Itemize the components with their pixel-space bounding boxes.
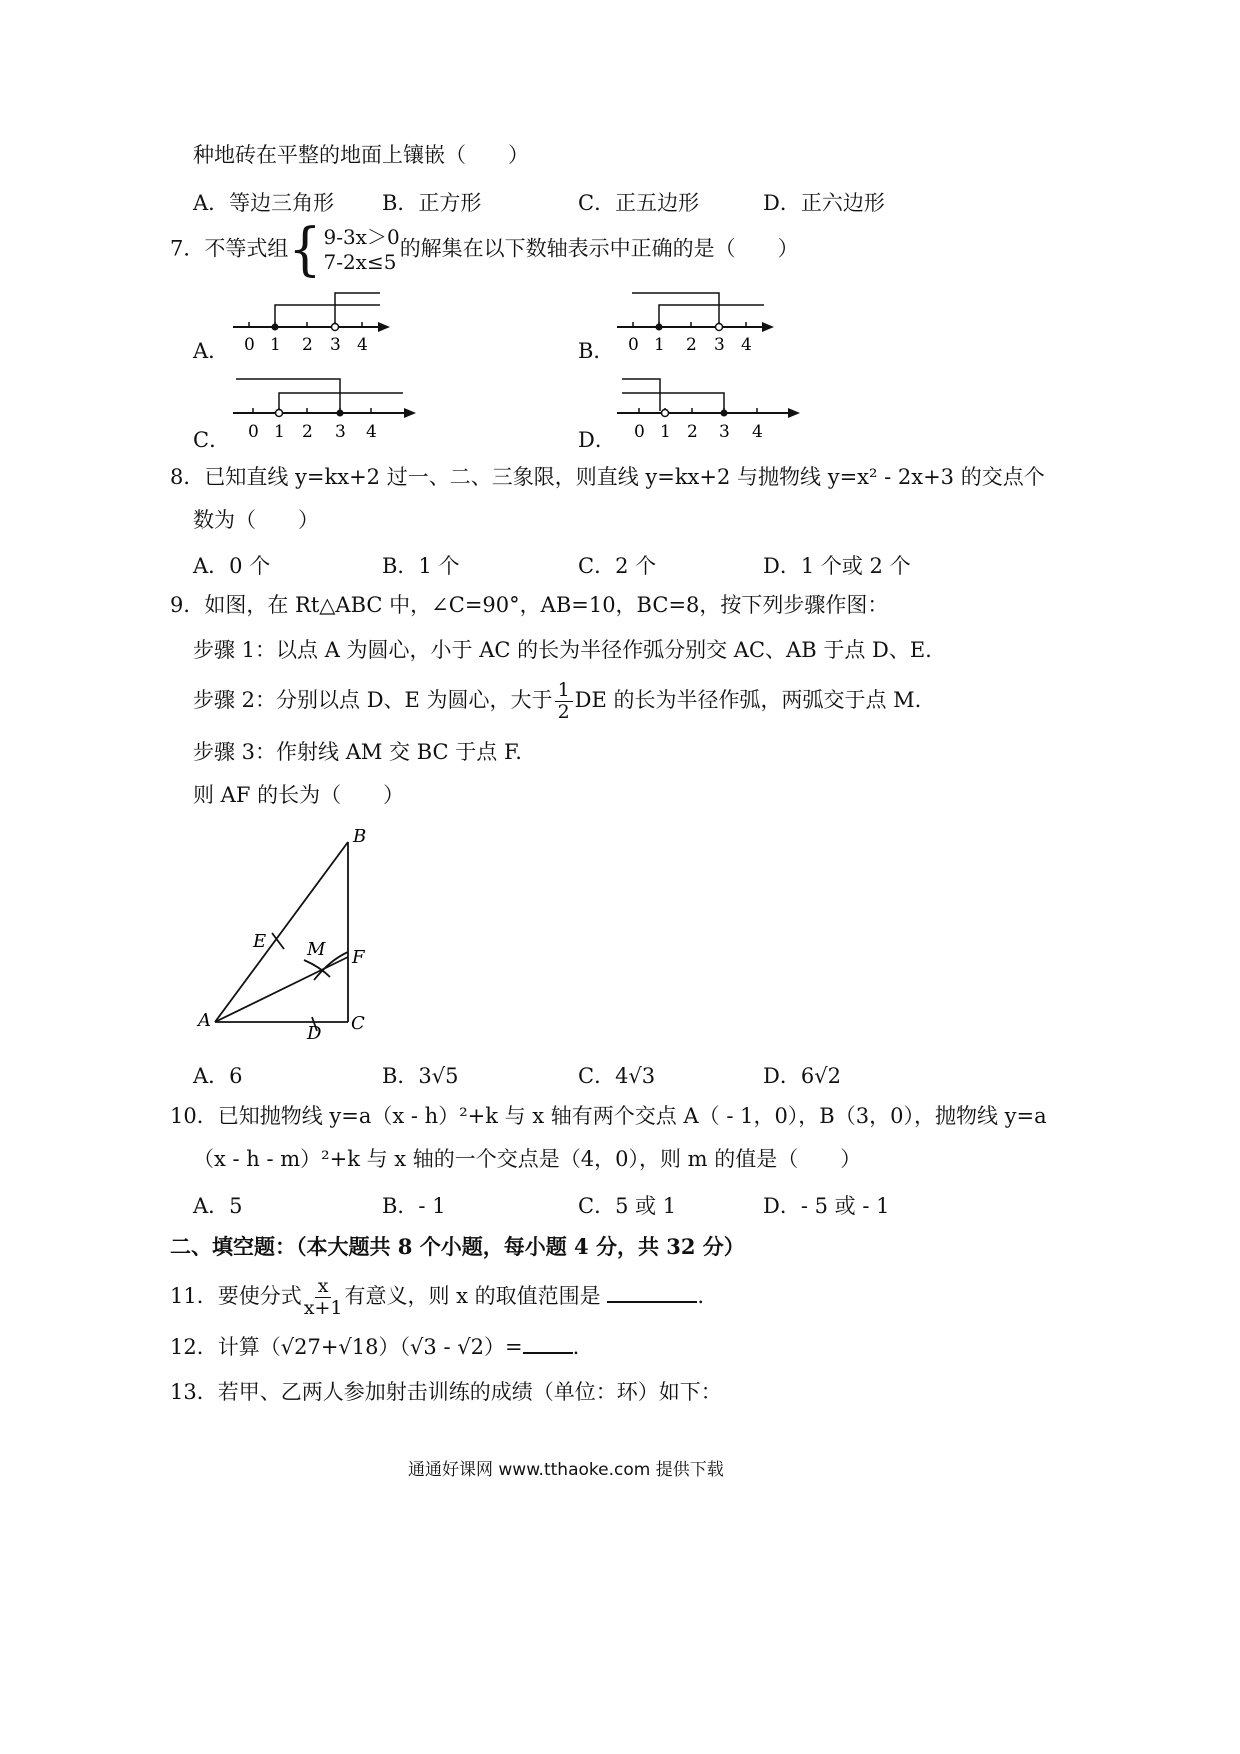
q7-stem xyxy=(170,217,799,283)
tick-1: 1 xyxy=(660,422,671,442)
answer-blank xyxy=(607,1301,697,1303)
q9-step2-pre: 步骤 2：分别以点 D、E 为圆心，大于 xyxy=(193,687,553,712)
fraction-numerator: 1 xyxy=(555,680,573,702)
q10-stem-line1: 10．已知抛物线 y=a（x - h）²+k 与 x 轴有两个交点 A（ - 1，0），B（3，0），抛物线 y=a xyxy=(170,1104,1047,1128)
point-e-label: E xyxy=(253,931,267,952)
tick-1: 1 xyxy=(654,335,665,355)
answer-blank xyxy=(523,1352,573,1354)
footer-source: 通通好课网 www.tthaoke.com 提供下载 xyxy=(408,1460,724,1480)
tick-2: 2 xyxy=(686,335,697,355)
point-m-label: M xyxy=(307,939,326,960)
tick-2: 2 xyxy=(687,422,698,442)
q10-option-a: A．5 xyxy=(193,1194,243,1218)
q6-option-b: B．正方形 xyxy=(382,191,482,215)
q12-text: 12．计算（√27+√18）（√3 - √2）= xyxy=(170,1335,523,1359)
fraction-denominator: 2 xyxy=(557,700,570,723)
number-line-c xyxy=(228,373,428,448)
number-line-a xyxy=(228,288,398,358)
q7-label-b: B． xyxy=(578,339,615,363)
q11-post: 有意义，则 x 的取值范围是 xyxy=(344,1283,601,1308)
q9-option-b: B．3√5 xyxy=(382,1064,459,1088)
q8-stem-line2: 数为（ ） xyxy=(193,508,319,532)
point-a-label: A xyxy=(198,1010,211,1031)
q10-option-d: D．- 5 或 - 1 xyxy=(763,1194,890,1218)
number-line-b xyxy=(612,288,782,358)
tick-0: 0 xyxy=(248,422,259,442)
q8-option-b: B．1 个 xyxy=(382,554,460,578)
fraction-denominator: x+1 xyxy=(303,1296,343,1319)
inequality-2: 7-2x≤5 xyxy=(323,250,397,274)
q12-stem xyxy=(170,1335,579,1360)
point-c-label: C xyxy=(351,1013,365,1034)
fraction-x-over-x-plus-1 xyxy=(304,1276,343,1319)
tick-3: 3 xyxy=(335,422,346,442)
tick-1: 1 xyxy=(274,422,285,442)
tick-1: 1 xyxy=(270,335,281,355)
fraction-half xyxy=(555,680,573,723)
section-2-title: 二、填空题：（本大题共 8 个小题，每小题 4 分，共 32 分） xyxy=(170,1234,745,1259)
number-line-d xyxy=(612,373,812,448)
fraction-numerator: x xyxy=(315,1276,332,1298)
q9-ask: 则 AF 的长为（ ） xyxy=(193,783,405,807)
q6-option-c: C．正五边形 xyxy=(578,191,700,215)
tick-3: 3 xyxy=(719,422,730,442)
q9-option-c: C．4√3 xyxy=(578,1064,656,1088)
inequality-1: 9-3x＞0 xyxy=(323,225,400,249)
tick-0: 0 xyxy=(628,335,639,355)
tick-4: 4 xyxy=(741,335,752,355)
q7-prefix: 7．不等式组 xyxy=(170,236,289,261)
triangle-figure xyxy=(190,820,380,1050)
q9-step1: 步骤 1：以点 A 为圆心，小于 AC 的长为半径作弧分别交 AC、AB 于点 D、E. xyxy=(193,638,932,662)
tick-3: 3 xyxy=(330,335,341,355)
q9-option-a: A．6 xyxy=(193,1064,243,1088)
q9-step2-post: DE 的长为半径作弧，两弧交于点 M. xyxy=(574,687,922,712)
q8-option-c: C．2 个 xyxy=(578,554,657,578)
point-b-label: B xyxy=(353,826,367,847)
q11-pre: 11．要使分式 xyxy=(170,1283,302,1308)
q6-option-a: A．等边三角形 xyxy=(193,191,335,215)
tick-0: 0 xyxy=(244,335,255,355)
segment-ab xyxy=(215,842,348,1022)
tick-4: 4 xyxy=(366,422,377,442)
point-d-label: D xyxy=(307,1023,322,1044)
tick-2: 2 xyxy=(302,335,313,355)
tick-3: 3 xyxy=(714,335,725,355)
q8-option-a: A．0 个 xyxy=(193,554,271,578)
tick-4: 4 xyxy=(357,335,368,355)
q7-label-a: A． xyxy=(193,339,230,363)
q13-stem: 13．若甲、乙两人参加射击训练的成绩（单位：环）如下： xyxy=(170,1380,722,1404)
q8-stem-line1: 8．已知直线 y=kx+2 过一、二、三象限，则直线 y=kx+2 与抛物线 y=x² - 2x+3 的交点个 xyxy=(170,465,1045,489)
q7-suffix: 的解集在以下数轴表示中正确的是（ ） xyxy=(399,236,799,261)
brace-glyph: { xyxy=(288,217,322,283)
q7-label-c: C． xyxy=(193,428,231,452)
q9-step2 xyxy=(193,680,921,723)
tick-4: 4 xyxy=(752,422,763,442)
tick-2: 2 xyxy=(302,422,313,442)
q10-stem-line2: （x - h - m）²+k 与 x 轴的一个交点是（4，0），则 m 的值是（ ） xyxy=(193,1147,862,1171)
ray-af xyxy=(215,957,348,1022)
q7-label-d: D． xyxy=(578,428,616,452)
point-f-label: F xyxy=(352,947,365,968)
q8-option-d: D．1 个或 2 个 xyxy=(763,554,911,578)
q11-end: . xyxy=(697,1283,705,1308)
tick-0: 0 xyxy=(634,422,645,442)
q10-option-b: B．- 1 xyxy=(382,1194,446,1218)
q6-stem: 种地砖在平整的地面上镶嵌（ ） xyxy=(193,143,529,167)
q9-step3: 步骤 3：作射线 AM 交 BC 于点 F. xyxy=(193,740,522,764)
q12-end: . xyxy=(572,1335,580,1359)
inequality-system xyxy=(288,217,400,283)
q9-stem: 9．如图，在 Rt△ABC 中，∠C=90°，AB=10，BC=8，按下列步骤作图： xyxy=(170,593,889,617)
q9-option-d: D．6√2 xyxy=(763,1064,841,1088)
q6-option-d: D．正六边形 xyxy=(763,191,885,215)
q10-option-c: C．5 或 1 xyxy=(578,1194,677,1218)
q11-stem xyxy=(170,1276,704,1319)
